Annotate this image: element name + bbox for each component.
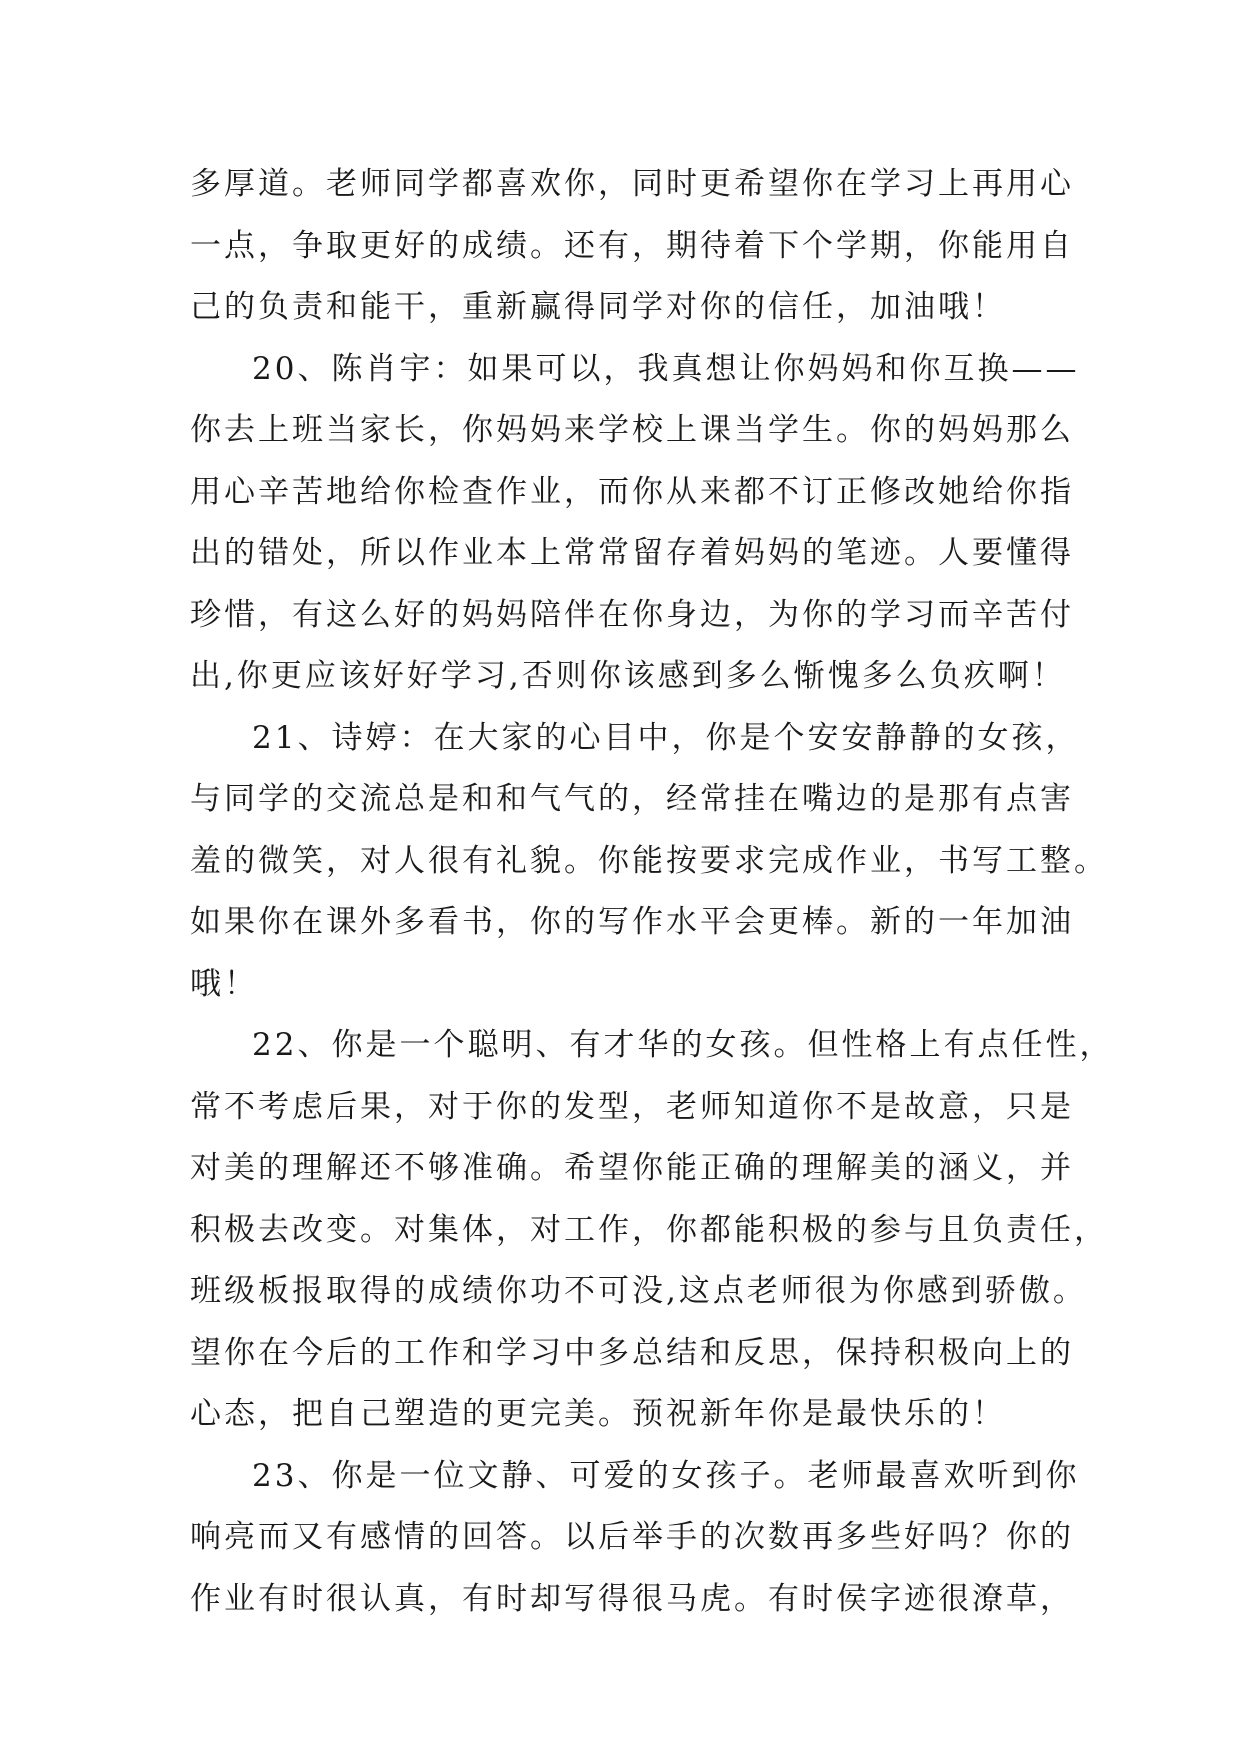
paragraph-start-line: 23、你是一位文静、可爱的女孩子。老师最喜欢听到你: [252, 1457, 1080, 1494]
text-line: 珍惜，有这么好的妈妈陪伴在你身边，为你的学习而辛苦付: [190, 596, 1074, 633]
text-line: 如果你在课外多看书，你的写作水平会更棒。新的一年加油: [190, 904, 1074, 940]
text-line: 与同学的交流总是和和气气的，经常挂在嘴边的是那有点害: [190, 781, 1074, 817]
text-line: 出,你更应该好好学习,否则你该感到多么惭愧多么负疚啊！: [190, 658, 1066, 694]
paragraph-start-line: 20、陈肖宇：如果可以，我真想让你妈妈和你互换——: [252, 350, 1080, 387]
text-line: 一点，争取更好的成绩。还有，期待着下个学期，你能用自: [190, 227, 1074, 264]
paragraph-start-line: 21、诗婷：在大家的心目中，你是个安安静静的女孩，: [252, 719, 1080, 756]
text-line: 多厚道。老师同学都喜欢你，同时更希望你在学习上再用心: [190, 166, 1074, 202]
text-line: 常不考虑后果，对于你的发型，老师知道你不是故意，只是: [190, 1088, 1074, 1125]
text-line: 作业有时很认真，有时却写得很马虎。有时侯字迹很潦草，: [190, 1580, 1074, 1617]
body-text: [190, 154, 1114, 1630]
paragraph-start-line: 22、你是一个聪明、有才华的女孩。但性格上有点任性，: [252, 1027, 1114, 1063]
text-line: 哦！: [190, 965, 258, 1002]
text-line: 对美的理解还不够准确。希望你能正确的理解美的涵义，并: [190, 1150, 1074, 1186]
text-line: 积极去改变。对集体，对工作，你都能积极的参与且负责任，: [190, 1211, 1108, 1248]
text-line: 班级板报取得的成绩你功不可没,这点老师很为你感到骄傲。: [190, 1273, 1087, 1309]
text-line: 出的错处，所以作业本上常常留存着妈妈的笔迹。人要懂得: [190, 535, 1074, 571]
text-line: 用心辛苦地给你检查作业，而你从来都不订正修改她给你指: [190, 473, 1074, 510]
text-line: 心态，把自己塑造的更完美。预祝新年你是最快乐的！: [190, 1396, 1006, 1432]
text-line: 你去上班当家长，你妈妈来学校上课当学生。你的妈妈那么: [190, 412, 1074, 448]
text-line: 羞的微笑，对人很有礼貌。你能按要求完成作业，书写工整。: [190, 842, 1108, 879]
text-line: 响亮而又有感情的回答。以后举手的次数再多些好吗？你的: [190, 1519, 1074, 1555]
text-line: 己的负责和能干，重新赢得同学对你的信任，加油哦！: [190, 289, 1006, 325]
text-line: 望你在今后的工作和学习中多总结和反思，保持积极向上的: [190, 1334, 1074, 1371]
